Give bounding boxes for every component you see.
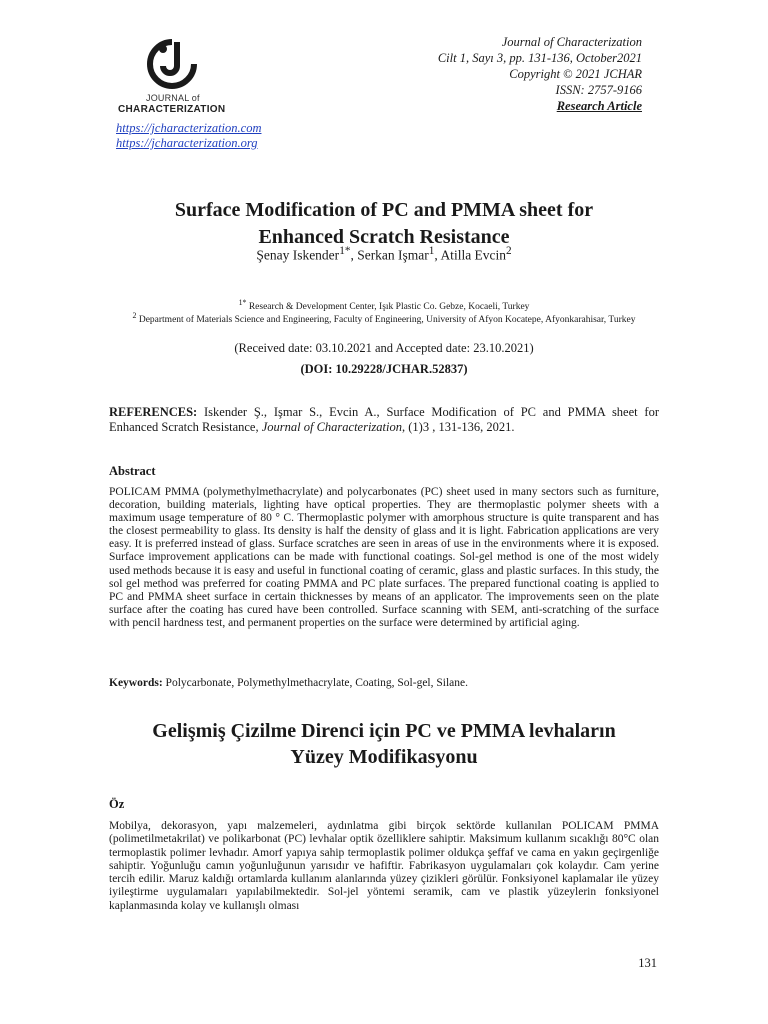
oz-heading: Öz xyxy=(109,797,125,811)
author-superscript: 2 xyxy=(506,245,512,257)
journal-info xyxy=(438,34,642,114)
affiliation-superscript: 2 xyxy=(132,311,137,320)
author-list xyxy=(100,245,668,264)
journal-copyright: Copyright © 2021 JCHAR xyxy=(509,67,642,81)
affiliation-superscript: 1* xyxy=(238,298,247,307)
journal-name: Journal of Characterization xyxy=(501,35,642,49)
author-name: Şenay Iskender xyxy=(256,247,340,263)
author-name: Atilla Evcin xyxy=(440,247,507,263)
abstract-heading: Abstract xyxy=(109,464,156,478)
received-accepted-dates: (Received date: 03.10.2021 and Accepted date: 23.10.2021) xyxy=(234,341,534,355)
journal-logo xyxy=(116,38,228,120)
keywords xyxy=(109,677,659,689)
page-number: 131 xyxy=(638,956,657,970)
author-superscript: 1* xyxy=(339,245,351,257)
author-superscript: 1 xyxy=(428,245,435,257)
logo-text-journal-of: JOURNAL of xyxy=(146,93,200,103)
turkish-title-line2: Yüzey Modifikasyonu xyxy=(290,746,478,768)
author-name: Serkan Işmar xyxy=(357,247,429,263)
article-type: Research Article xyxy=(556,99,642,113)
references-text: Iskender Ş., Işmar S., Evcin A., Surface Modification of PC and PMMA sheet for Enhanced Scratch Resistance, xyxy=(109,405,659,434)
paper-title-line2: Enhanced Scratch Resistance xyxy=(258,226,510,248)
keywords-label: Keywords: xyxy=(109,677,163,689)
affiliation-2 xyxy=(100,311,668,325)
turkish-title xyxy=(100,718,668,770)
journal-volume: Cilt 1, Sayı 3, pp. 131-136, October2021 xyxy=(437,51,642,65)
logo-text-characterization: CHARACTERIZATION xyxy=(118,104,226,115)
paper-title-line1: Surface Modification of PC and PMMA sheet for xyxy=(174,199,594,221)
keywords-text: Polycarbonate, Polymethylmethacrylate, Coating, Sol-gel, Silane. xyxy=(162,677,468,689)
link-jcharacterization-org[interactable]: https://jcharacterization.org xyxy=(116,136,258,150)
author-separator: , xyxy=(434,247,441,263)
citation-reference xyxy=(109,405,659,435)
doi: (DOI: 10.29228/JCHAR.52837) xyxy=(300,362,468,376)
affiliation-text: Department of Materials Science and Engineering, Faculty of Engineering, University of Afyon Kocatepe, Afyonkarahisar, Turkey xyxy=(136,315,636,326)
references-label: REFERENCES: xyxy=(109,405,198,419)
journal-links xyxy=(116,121,261,151)
references-text-end: , (1)3 , 131-136, 2021. xyxy=(402,420,515,434)
abstract-text: POLICAM PMMA (polymethylmethacrylate) and polycarbonates (PC) sheet used in many sectors such as furniture, decoration, building materials, lighting have optical properties. They are thermoplastic polymer sheets with a maximum usage temperature of 80 ° C. Thermoplastic polymer with amorphous structure is quite transparent and has the closest permeability to glass. Its density is half the density of glass and it is light. Fabrication applications are very easy. It is preferred instead of glass. Surface scratches are seen in areas of use in the environments where it is exposed. Surface improvement applications can be made with functional coatings. Sol-gel method is one of the most widely used methods because it is easy and useful in functional coating of ceramic, glass and plastic surfaces. In this study, the sol gel method was preferred for coating PMMA and PC plate surfaces. The prepared functional coating is applied to PC and PMMA sheet surface in certain thicknesses by means of an applicator. The improvements seen on the plate surface after the coating has cured have been controlled. Surface scanning with SEM, anti-scratching of the surface with pencil hardness test, and permanent properties on the surface were determined by artificial aging. xyxy=(109,486,659,629)
paper-title xyxy=(100,197,668,251)
affiliation-text: Research & Development Center, Işık Plastic Co. Gebze, Kocaeli, Turkey xyxy=(246,302,530,313)
journal-logo-icon xyxy=(146,38,198,90)
turkish-title-line1: Gelişmiş Çizilme Direnci için PC ve PMMA levhaların xyxy=(152,720,616,742)
link-jcharacterization-com[interactable]: https://jcharacterization.com xyxy=(116,121,262,135)
author-separator: , xyxy=(350,247,358,263)
oz-text: Mobilya, dekorasyon, yapı malzemeleri, aydınlatma gibi birçok sektörde kullanılan POLICAM PMMA (polimetilmetakrilat) ve polikarbonat (PC) levhalar optik özelliklere sahiptir. Maksimum kullanım sıcaklığı 80°C olan termoplastik polimer levhadır. Amorf yapıya sahip termoplastik polimer oldukça şeffaf ve cama en yakın geçirgenliğe sahiptir. Yoğunluğu camın yoğunluğunun yarısıdır ve hafiftir. Fabrikasyon uygulamaları çok kolaydır. Cam yerine tercih edilir. Maruz kaldığı ortamlarda kullanım alanlarında yüzey çizikleri görülür. Fonksiyonel kaplamalar ile yüzey iyileştirme uygulamaları yapılabilmektedir. Sol-jel yöntemi seramik, cam ve plastik yüzeylerin fonksiyonel kaplanmasında kolay ve kullanışlı olması xyxy=(109,820,659,912)
journal-issn: ISSN: 2757-9166 xyxy=(555,83,642,97)
references-journal: Journal of Characterization xyxy=(261,420,402,434)
